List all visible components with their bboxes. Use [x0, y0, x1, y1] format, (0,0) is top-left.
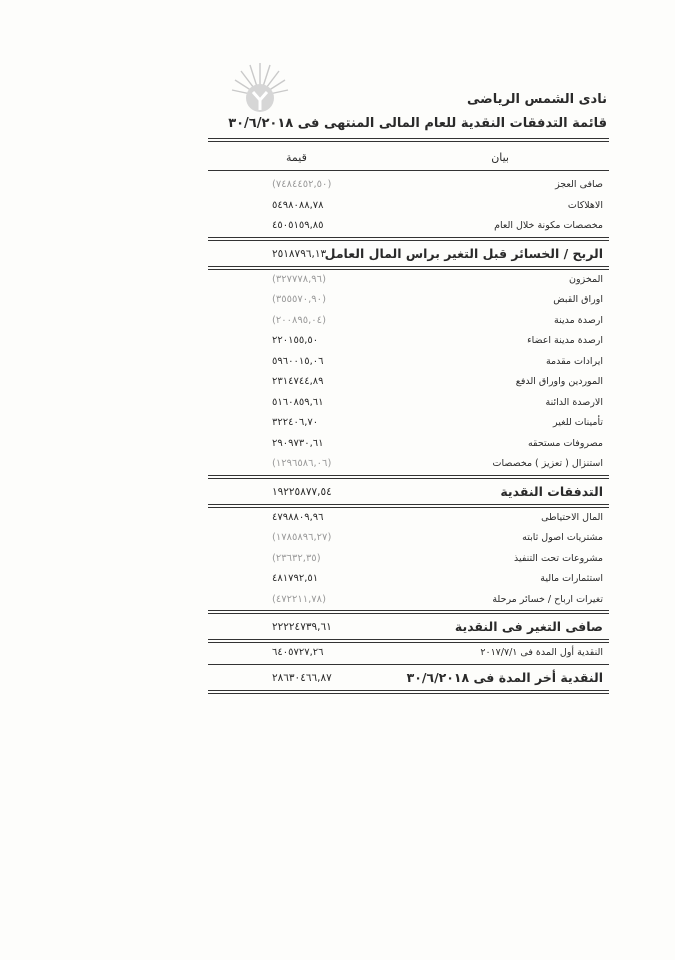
table-row: ارصدة مدينة اعضاء ٢٢٠١٥٥,٥٠ [272, 335, 603, 346]
group-operating [208, 175, 609, 237]
table-row: تأمينات للغير ٣٢٢٤٠٦,٧٠ [272, 417, 603, 428]
opening-cash-row: النقدية أول المدة فى ٢٠١٧/٧/١ ٦٤٠٥٧٢٧,٢٦ [272, 647, 603, 658]
table-row: اوراق القبض (٣٥٥٥٧٠,٩٠) [272, 294, 603, 305]
table-row: الارصدة الدائنة ٥١٦٠٨٥٩,٦١ [272, 396, 603, 408]
table-row: ارصدة مدينة (٢٠٠٨٩٥,٠٤) [272, 314, 603, 326]
column-header-label: بيان [491, 151, 509, 164]
table-row: تغيرات ارباح / خسائر مرحلة (٤٧٢٢١١,٧٨) [272, 593, 603, 605]
table-row: استثمارات مالية ٤٨١٧٩٢,٥١ [272, 573, 603, 584]
table-row: مصروفات مستحقه ٢٩٠٩٧٣٠,٦١ [272, 437, 603, 449]
table-header [208, 142, 609, 170]
subtotal-row: التدفقات النقدية ١٩٢٢٥٨٧٧,٥٤ [272, 483, 603, 499]
table-row: المخزون (٣٢٧٧٧٨,٩٦) [272, 273, 603, 285]
cash-flow-table [208, 138, 609, 694]
table-row: مشروعات تحت التنفيذ (٢٣٦٣٢,٣٥) [272, 552, 603, 564]
sun-emblem-icon [228, 60, 292, 124]
table-row: ايرادات مقدمة ٥٩٦٠٠١٥,٠٦ [272, 355, 603, 367]
statement-title: قائمة التدفقات النقدية للعام المالى المنتهى فى ٣٠/٦/٢٠١٨ [228, 116, 607, 131]
net-change-row: صافى التغير فى النقدية ٢٢٢٢٤٧٣٩,٦١ [272, 619, 603, 634]
group-working-capital [208, 270, 609, 475]
table-row: المال الاحتياطى ٤٧٩٨٨٠٩,٩٦ [272, 511, 603, 523]
table-row: استنزال ( تعزيز ) مخصصات (١٢٩٦٥٨٦,٠٦) [272, 458, 603, 469]
table-row: مخصصات مكونة خلال العام ٤٥٠٥١٥٩,٨٥ [272, 220, 603, 231]
club-name: نادى الشمس الرياضى [467, 92, 607, 107]
subtotal-row: الربح / الخسائر قبل التغير براس المال العامل ٢٥١٨٧٩٦,١٣ [272, 245, 603, 261]
table-row: مشتريات اصول ثابته (١٧٨٥٨٩٦,٢٧) [272, 532, 603, 543]
table-row: الموردين واوراق الدفع ٢٣١٤٧٤٤,٨٩ [272, 376, 603, 387]
group-investing [208, 508, 609, 611]
table-row: صافى العجز (٧٤٨٤٤٥٢,٥٠) [272, 179, 603, 190]
column-header-value: قيمة [286, 151, 307, 164]
closing-cash-row: النقدية أخر المدة فى ٣٠/٦/٢٠١٨ ٢٨٦٣٠٤٦٦,٨٧ [272, 669, 603, 685]
table-row: الاهلاكات ٥٤٩٨٠٨٨,٧٨ [272, 199, 603, 211]
